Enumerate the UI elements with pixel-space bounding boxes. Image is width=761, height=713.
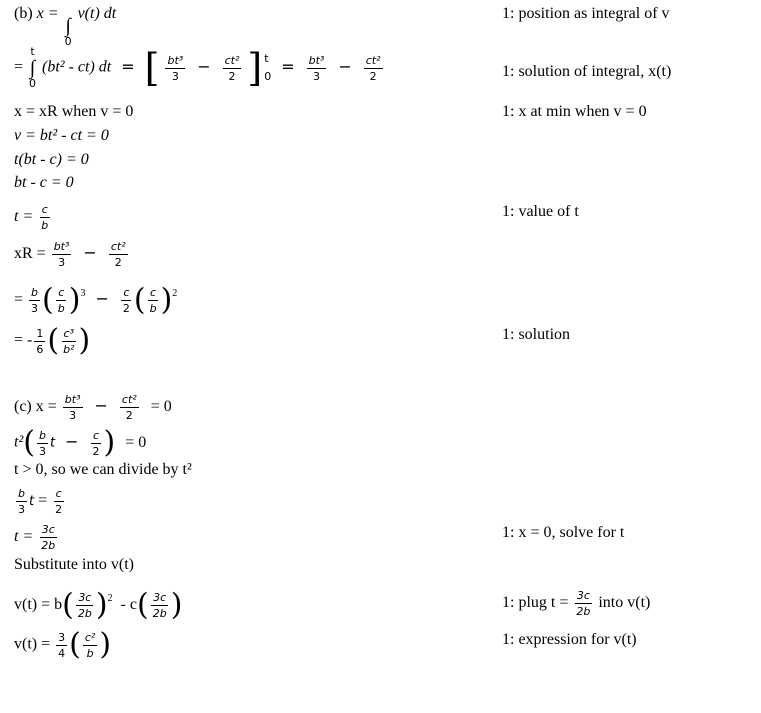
frac-bt3-over-3-d: $\frac{\text{bt³}}{3}$ [64, 393, 81, 422]
frac-c-over-b-3: $\frac{c}{b}$ [149, 285, 157, 315]
note-x-min: 1: x at min when v = 0 [502, 103, 647, 120]
part-c-line-1: (c) x = $\frac{\text{bt³}}{3}$ − $\frac{\text{ct²}}{2}$ = 0 [14, 393, 172, 422]
part-b-line-1 [14, 4, 116, 48]
part-b-line-7: t = $\frac{c}{b}$ [14, 203, 49, 232]
part-b-line-10: = - $\frac{1}{6}$ ( $\frac{\text{c³}}{\text{b²}}$ ) [14, 323, 91, 358]
part-b-line-4: v = bt² - ct = 0 [14, 127, 109, 144]
left-bracket: [ [144, 46, 160, 90]
frac-c-over-2-c: $\frac{c}{2}$ [92, 428, 100, 458]
frac-3-over-4: $\frac{3}{4}$ [58, 630, 66, 660]
integral-lower: 0 [64, 35, 72, 48]
frac-c-over-2-d: $\frac{c}{2}$ [55, 487, 63, 516]
frac-ct2-over-2: $\frac{\text{ct²}}{2}$ [224, 53, 240, 83]
frac-ct2-over-2-c: $\frac{\text{ct²}}{2}$ [110, 240, 126, 269]
frac-3c-over-2b-c: $\frac{3c}{2b}$ [152, 590, 167, 620]
part-c-line-2: t²( $\frac{b}{3}$ t − $\frac{c}{2}$ ) = 0 [14, 425, 147, 460]
integral-sign: ∫ 0 [64, 15, 72, 48]
part-c-line-4: $\frac{b}{3}$ t = $\frac{c}{2}$ [18, 487, 63, 516]
part-b-line-9: = $\frac{b}{3}$ ( $\frac{c}{b}$ )$^3$ − $\frac{c}{2}$ ( $\frac{c}{b}$ )$^2$ [14, 282, 178, 318]
note-solve-for-t: 1: x = 0, solve for t [502, 524, 625, 541]
note-position-integral: 1: position as integral of v [502, 5, 670, 22]
frac-ct2-over-2-d: $\frac{\text{ct²}}{2}$ [121, 393, 137, 422]
frac-c-over-b-2: $\frac{c}{b}$ [57, 285, 65, 315]
frac-ct2-over-2-b: $\frac{\text{ct²}}{2}$ [365, 53, 381, 83]
part-b-line-8: xR = $\frac{\text{bt³}}{3}$ − $\frac{\text{ct²}}{2}$ [14, 240, 126, 269]
frac-3c-over-2b-note: $\frac{3c}{2b}$ [576, 589, 591, 618]
frac-bt3-over-3: $\frac{\text{bt³}}{3}$ [167, 53, 184, 83]
frac-bt3-over-3-b: $\frac{\text{bt³}}{3}$ [308, 53, 325, 83]
part-c-line-8: v(t) = $\frac{3}{4}$ ( $\frac{\text{c²}}{b}$ ) [14, 627, 112, 662]
note-value-of-t: 1: value of t [502, 203, 579, 220]
eval-limits: t 0 [264, 52, 272, 83]
part-b-integrand: v(t) dt [77, 5, 117, 22]
part-c-line-7: v(t) = b( $\frac{3c}{2b}$ )$^2$ - c( $\frac{3c}{2b}$ ) [14, 587, 183, 623]
frac-c-over-b: $\frac{c}{b}$ [41, 203, 49, 232]
frac-c-over-2: $\frac{c}{2}$ [122, 285, 130, 315]
frac-b-over-3: $\frac{b}{3}$ [31, 285, 39, 315]
frac-c3-over-b2: $\frac{\text{c³}}{\text{b²}}$ [63, 326, 75, 356]
part-b-line-3: x = xR when v = 0 [14, 103, 134, 120]
frac-3c-over-2b-b: $\frac{3c}{2b}$ [77, 590, 92, 620]
equals: = [14, 58, 24, 76]
note-solution-integral: 1: solution of integral, x(t) [502, 63, 672, 80]
part-c-line-5: t = $\frac{3c}{2b}$ [14, 523, 56, 552]
frac-1-over-6: $\frac{1}{6}$ [36, 326, 44, 356]
part-b-line-2: = t ∫ 0 (bt² - ct) dt = [ $\frac{\text{bt³}}{3}$ − $\frac{\text{ct²}}{2}$ ] t 0 = $\frac{\text{bt³}}{3}$ − $\frac{\text{ct²}}{2}$ [14, 45, 381, 90]
frac-c2-over-b: $\frac{\text{c²}}{b}$ [84, 630, 96, 660]
part-b-label: (b) [14, 5, 33, 22]
frac-b-over-3-c: $\frac{b}{3}$ [38, 428, 46, 458]
integral-sign-2: t ∫ 0 [29, 45, 37, 90]
part-c-line-6: Substitute into v(t) [14, 556, 134, 573]
part-b-line-5: t(bt - c) = 0 [14, 151, 89, 168]
integral-lower-2: 0 [29, 77, 37, 90]
frac-bt3-over-3-c: $\frac{\text{bt³}}{3}$ [53, 240, 70, 269]
right-bracket: ] [247, 46, 263, 90]
note-expression-v: 1: expression for v(t) [502, 631, 637, 648]
part-b-line-6: bt - c = 0 [14, 174, 74, 191]
integral-upper-2: t [30, 45, 35, 58]
part-b-line1-lhs: x = [36, 5, 59, 22]
note-solution: 1: solution [502, 326, 571, 343]
part-c-line-3: t > 0, so we can divide by t² [14, 461, 192, 478]
frac-b-over-3-d: $\frac{b}{3}$ [18, 487, 25, 516]
integrand-2: (bt² - ct) dt [42, 58, 112, 76]
frac-3c-over-2b: $\frac{3c}{2b}$ [41, 523, 56, 552]
note-plug-t: 1: plug t = $\frac{3c}{2b}$ into v(t) [502, 589, 651, 618]
